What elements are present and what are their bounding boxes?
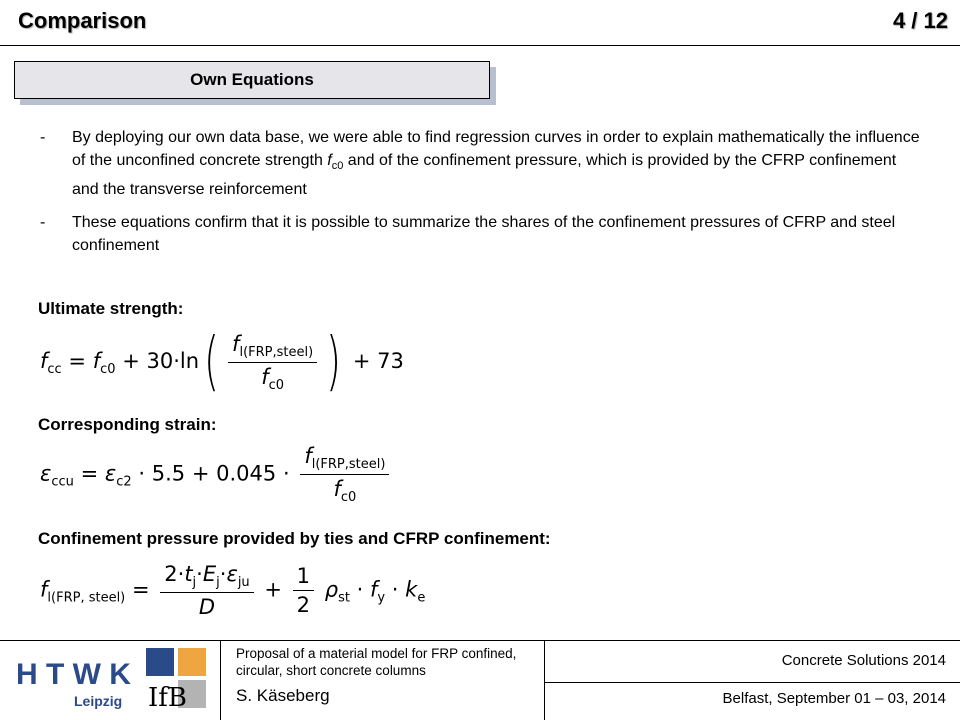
eq1-den-f: f	[261, 364, 269, 389]
eq3-denominator	[160, 593, 253, 619]
bullet-symbol-sub: c0	[331, 160, 344, 173]
eq3-E-sub: j	[216, 575, 220, 590]
footer-author: S. Käseberg	[236, 686, 330, 705]
htwk-logo-city: Leipzig	[74, 693, 123, 709]
eq2-equals: =	[80, 461, 99, 486]
eq3-E: E	[202, 562, 217, 586]
eq3-rho-sub: st	[338, 590, 350, 606]
heading-ultimate-strength: Ultimate strength:	[38, 299, 184, 318]
eq3-numerator	[160, 562, 253, 593]
eq2-dot2: ·	[282, 461, 290, 486]
page-number: 4 / 12	[892, 8, 948, 33]
heading-confinement-pressure: Confinement pressure provided by ties and CFRP confinement:	[38, 529, 551, 548]
eq3-dot3: ·	[219, 562, 227, 586]
eq1-f-sub: c0	[100, 362, 116, 377]
eq2-lhs: ε	[40, 461, 52, 486]
eq1-num-f: f	[232, 331, 240, 356]
eq3-fraction-half	[293, 564, 314, 617]
eq3-fy-sub: y	[377, 590, 386, 606]
footer-divider-mid	[544, 682, 960, 683]
eq2-b: 0.045	[216, 461, 277, 486]
footer-place-date: Belfast, September 01 – 03, 2014	[722, 690, 946, 707]
eq3-lhs: f	[40, 577, 48, 602]
eq3-t: t	[184, 562, 193, 586]
eq3-equals: =	[131, 577, 150, 602]
footer-proposal: Proposal of a material model for FRP confined, circular, short concrete columns	[236, 646, 517, 678]
equation-confinement-pressure	[40, 562, 425, 619]
bullet-text-after: and of the confinement pressure, which is provided by the CFRP confinement and the transverse reinforcement	[72, 152, 897, 199]
eq1-plus2: +	[352, 349, 371, 373]
eq1-plus: +	[122, 349, 140, 373]
header-divider	[0, 45, 960, 46]
equation-corresponding-strain	[40, 444, 393, 505]
eq3-rho: ρ	[324, 577, 339, 602]
section-label-box: Own Equations	[14, 61, 490, 99]
eq3-lhs-sub: l(FRP, steel)	[47, 590, 126, 606]
eq1-numerator	[228, 332, 317, 363]
equation-ultimate-strength	[40, 325, 404, 399]
eq2-dot: ·	[138, 461, 146, 486]
eq1-den-sub: c0	[268, 377, 285, 393]
eq3-one: 1	[293, 564, 314, 591]
eq2-numerator	[300, 444, 389, 475]
eq2-num-f: f	[304, 444, 312, 468]
slide-title: Comparison	[18, 8, 147, 33]
eq3-k-sub: e	[417, 590, 426, 606]
eq1-f: f	[92, 349, 101, 373]
eq2-eps-sub: c2	[116, 474, 132, 490]
eq2-fraction	[300, 444, 389, 505]
eq3-two: 2	[164, 562, 178, 586]
eq2-lhs-sub: ccu	[51, 474, 74, 490]
eq1-fraction	[228, 332, 317, 393]
footer-divider-left	[220, 640, 221, 720]
footer-divider	[0, 640, 960, 641]
eq1-lhs: f	[40, 349, 48, 373]
bullet-dash: -	[40, 129, 46, 146]
eq3-fraction-main	[160, 562, 253, 619]
eq1-lhs-sub: cc	[47, 362, 62, 377]
eq2-den-f: f	[333, 477, 341, 501]
footer-conference: Concrete Solutions 2014	[781, 652, 946, 669]
eq1-coef: 30	[146, 349, 174, 373]
bullet-list	[40, 126, 920, 267]
ifb-logo	[146, 648, 212, 710]
bullet-item	[40, 211, 920, 257]
eq3-eps: ε	[226, 562, 238, 586]
htwk-logo	[12, 650, 140, 710]
eq2-a: 5.5	[151, 461, 186, 486]
eq1-ln: ln	[179, 349, 200, 373]
eq3-t-sub: j	[192, 575, 197, 590]
eq1-dot: ·	[173, 349, 180, 373]
bullet-text: By deploying our own data base, we were able to find regression curves in order to explain mathematically the influence of the unconfined concrete strength	[72, 129, 920, 169]
eq2-den-sub: c0	[340, 490, 357, 505]
eq1-num-sub: l(FRP,steel)	[239, 344, 314, 360]
heading-corresponding-strain: Corresponding strain:	[38, 415, 217, 434]
eq1-close-paren: )	[326, 325, 342, 399]
eq1-const: 73	[377, 349, 404, 373]
eq3-k: k	[405, 577, 418, 602]
eq3-plus: +	[264, 577, 282, 602]
eq3-dot1: ·	[177, 562, 185, 586]
bullet-dash: -	[40, 214, 46, 232]
eq3-fy: f	[370, 577, 378, 602]
eq1-denominator	[228, 363, 317, 393]
eq3-dot2: ·	[196, 562, 203, 586]
eq2-plus: +	[191, 461, 210, 486]
bullet-item	[40, 126, 920, 201]
eq1-open-paren: (	[204, 325, 220, 399]
eq3-dot4: ·	[356, 577, 364, 602]
bullet-text: These equations confirm that it is possible to summarize the shares of the confinement pressures of CFRP and steel confinement	[72, 214, 896, 255]
eq2-eps: ε	[104, 461, 117, 486]
eq2-denominator	[300, 475, 389, 505]
htwk-logo-letters: H T W K	[16, 658, 131, 691]
eq3-half-den: 2	[296, 593, 311, 617]
eq3-eps-sub: ju	[237, 575, 250, 590]
eq1-equals: =	[68, 349, 86, 373]
eq2-num-sub: l(FRP,steel)	[311, 457, 386, 472]
footer-divider-right	[544, 640, 545, 720]
eq3-D: D	[198, 595, 216, 619]
ifb-logo-text: IfB	[148, 683, 187, 710]
eq3-dot5: ·	[391, 577, 399, 602]
bullet-symbol: f	[327, 152, 332, 169]
